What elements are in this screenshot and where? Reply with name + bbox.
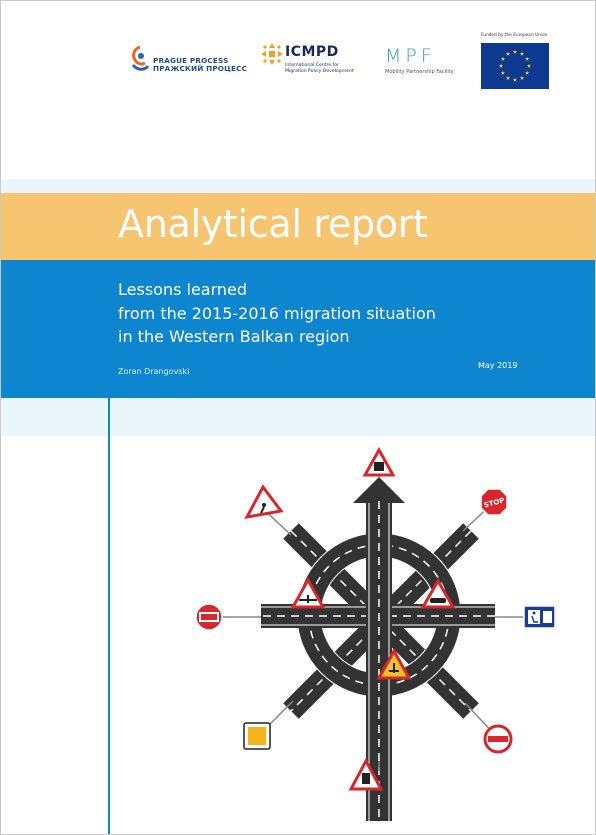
warning-sign-roadworks <box>247 487 281 517</box>
subtitle-line-1: Lessons learned <box>118 280 248 299</box>
prague-process-emblem-icon <box>129 45 151 73</box>
subtitle-line-2: from the 2015-2016 migration situation <box>118 303 436 323</box>
report-subtitle <box>118 278 558 349</box>
eu-funding-logo <box>481 33 551 91</box>
prague-process-line1: PRAGUE PROCESS <box>153 56 229 65</box>
author-name: Zoran Drangovski <box>118 367 190 376</box>
priority-road-sign <box>244 723 270 749</box>
prague-process-line2: ПРАЖСКИЙ ПРОЦЕСС <box>153 64 248 73</box>
mpf-logo <box>385 45 455 81</box>
publication-date: May 2019 <box>478 361 518 370</box>
report-title: Analytical report <box>118 202 428 246</box>
warning-sign-top <box>365 450 393 475</box>
icmpd-subtitle-line2: Migration Policy Development <box>285 69 354 74</box>
icmpd-name: ICMPD <box>285 44 339 60</box>
mpf-subtitle: Mobility Partnership Facility <box>385 69 454 75</box>
stop-sign-label: STOP <box>483 496 506 510</box>
icmpd-logo <box>261 41 361 77</box>
vertical-accent-line <box>108 398 110 835</box>
disabled-parking-sign <box>524 606 555 628</box>
eu-funding-label: Funded by the European Union <box>481 33 548 38</box>
mpf-name: MPF <box>385 45 436 67</box>
level-crossing-sign <box>196 604 222 630</box>
icmpd-subtitle-line1: International Centre for <box>285 63 339 68</box>
bottom-light-band <box>1 398 595 436</box>
partner-logos <box>1 1 595 179</box>
icmpd-emblem-icon <box>261 43 283 65</box>
no-entry-sign <box>485 726 511 752</box>
prague-process-logo <box>129 45 248 77</box>
top-light-band <box>1 179 595 193</box>
eu-flag-icon <box>481 43 549 89</box>
stop-sign <box>481 489 507 515</box>
subtitle-line-3: in the Western Balkan region <box>118 327 350 346</box>
roundabout-illustration <box>181 441 581 821</box>
